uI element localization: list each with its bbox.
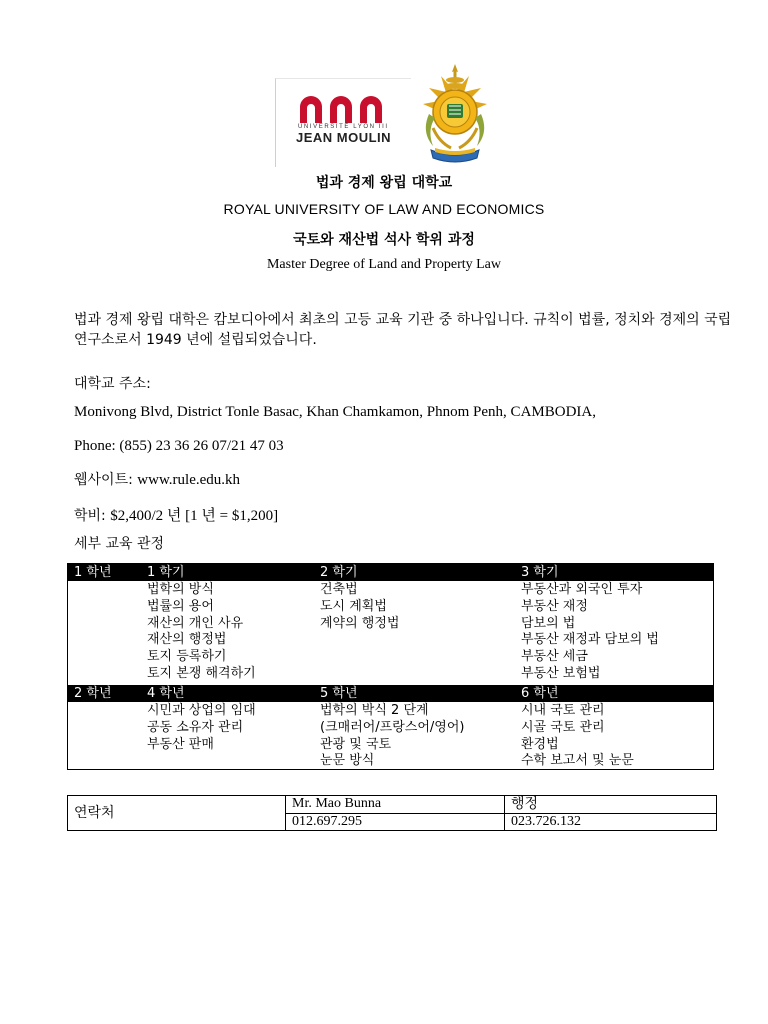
- phone-text: Phone: (855) 23 36 26 07/21 47 03: [74, 438, 284, 454]
- semester2-courses: [320, 582, 399, 632]
- table-border: [504, 795, 505, 831]
- program-title-english: Master Degree of Land and Property Law: [266, 257, 502, 272]
- contact-phone-mobile: 012.697.295: [292, 814, 362, 829]
- fees-value: $2,400/2 년 [1 년 = $1,200]: [110, 508, 279, 524]
- course-item: 수학 보고서 및 눈문: [521, 753, 634, 769]
- website-label: 웹사이트:: [74, 472, 133, 488]
- course-item: 부동산 재정과 담보의 법: [521, 632, 659, 648]
- course-item: 담보의 법: [521, 615, 576, 631]
- lyon-small-text: UNIVERSITÉ LYON III: [298, 124, 389, 130]
- semester2-label: 2 학기: [320, 565, 358, 580]
- royal-university-crest-icon: [417, 62, 493, 168]
- course-item: 도시 계획법: [320, 598, 387, 614]
- course-item: 부동산 보험법: [521, 665, 601, 681]
- course-item: 관광 및 국토: [320, 736, 392, 752]
- course-item: (크매러어/프랑스어/영어): [320, 719, 465, 735]
- semester1-courses: [147, 582, 256, 683]
- contact-table: [67, 795, 717, 831]
- year2-label: 2 학년: [74, 686, 112, 701]
- semester6-courses: [521, 703, 634, 770]
- semester5-label: 5 학년: [320, 686, 358, 701]
- course-item: 환경법: [521, 736, 559, 752]
- course-item: 건축법: [320, 582, 358, 597]
- course-item: 재산의 개인 사유: [147, 615, 244, 631]
- semester4-courses: [147, 703, 256, 753]
- curriculum-table: [67, 563, 714, 770]
- address-text: Monivong Blvd, District Tonle Basac, Khan Chamkamon, Phnom Penh, CAMBODIA,: [74, 404, 596, 420]
- website-line: [74, 470, 738, 490]
- year2-header-row: [68, 685, 713, 702]
- intro-paragraph: 법과 경제 왕립 대학은 캄보디아에서 최초의 고등 교육 기관 중 하나입니다. 규칙이 법률, 정치와 경제의 국립 연구소로서 1949 년에 설립되었습니다.: [74, 312, 732, 348]
- course-item: 토지 본쟁 해격하기: [147, 665, 256, 681]
- contact-label: 연락처: [74, 805, 115, 821]
- course-item: 법률의 용어: [147, 598, 214, 614]
- course-item: 법학의 박식 2 단계: [320, 703, 429, 718]
- course-item: 계약의 행정법: [320, 615, 400, 631]
- semester3-courses: [521, 582, 659, 683]
- semester6-label: 6 학년: [521, 686, 559, 701]
- course-item: 시민과 상업의 임대: [147, 703, 256, 718]
- table-border: [67, 830, 717, 831]
- program-title-korean: 국토와 재산법 석사 학위 과정: [293, 232, 475, 248]
- lyon-name-text: JEAN MOULIN: [296, 130, 392, 145]
- table-border: [285, 795, 286, 831]
- contact-phone-office: 023.726.132: [511, 814, 581, 829]
- semester3-label: 3 학기: [521, 565, 559, 580]
- year1-label: 1 학년: [74, 565, 112, 580]
- semester1-label: 1 학기: [147, 565, 185, 580]
- contact-role: 행정: [511, 796, 539, 812]
- table-border: [67, 795, 717, 796]
- contact-name: Mr. Mao Bunna: [292, 796, 382, 811]
- semester5-courses: [320, 703, 464, 770]
- lyon-university-logo: [275, 78, 411, 167]
- website-link[interactable]: www.rule.edu.kh: [137, 472, 241, 488]
- course-item: 시골 국토 관리: [521, 719, 605, 735]
- curriculum-label: 세부 교육 관정: [74, 536, 165, 552]
- course-item: 부동산 판매: [147, 736, 214, 752]
- course-item: 시내 국토 관리: [521, 703, 605, 718]
- university-title-english: ROYAL UNIVERSITY OF LAW AND ECONOMICS: [223, 201, 545, 217]
- university-title-korean: 법과 경제 왕립 대학교: [315, 175, 453, 191]
- course-item: 법학의 방식: [147, 582, 214, 597]
- course-item: 부동산 세금: [521, 649, 588, 665]
- semester4-label: 4 학년: [147, 686, 185, 701]
- fees-label: 학비:: [74, 508, 106, 524]
- course-item: 공동 소유자 관리: [147, 719, 244, 735]
- lyon-arcs-icon: [298, 95, 388, 123]
- course-item: 부동산 재정: [521, 598, 588, 614]
- course-item: 토지 등록하기: [147, 649, 227, 665]
- table-border: [67, 795, 68, 831]
- course-item: 부동산과 외국인 투자: [521, 582, 643, 597]
- year1-header-row: [68, 564, 713, 581]
- course-item: 눈문 방식: [320, 753, 375, 769]
- course-item: 재산의 행정법: [147, 632, 227, 648]
- table-border: [716, 795, 717, 831]
- address-label: 대학교 주소:: [74, 376, 151, 392]
- fees-line: [74, 506, 738, 526]
